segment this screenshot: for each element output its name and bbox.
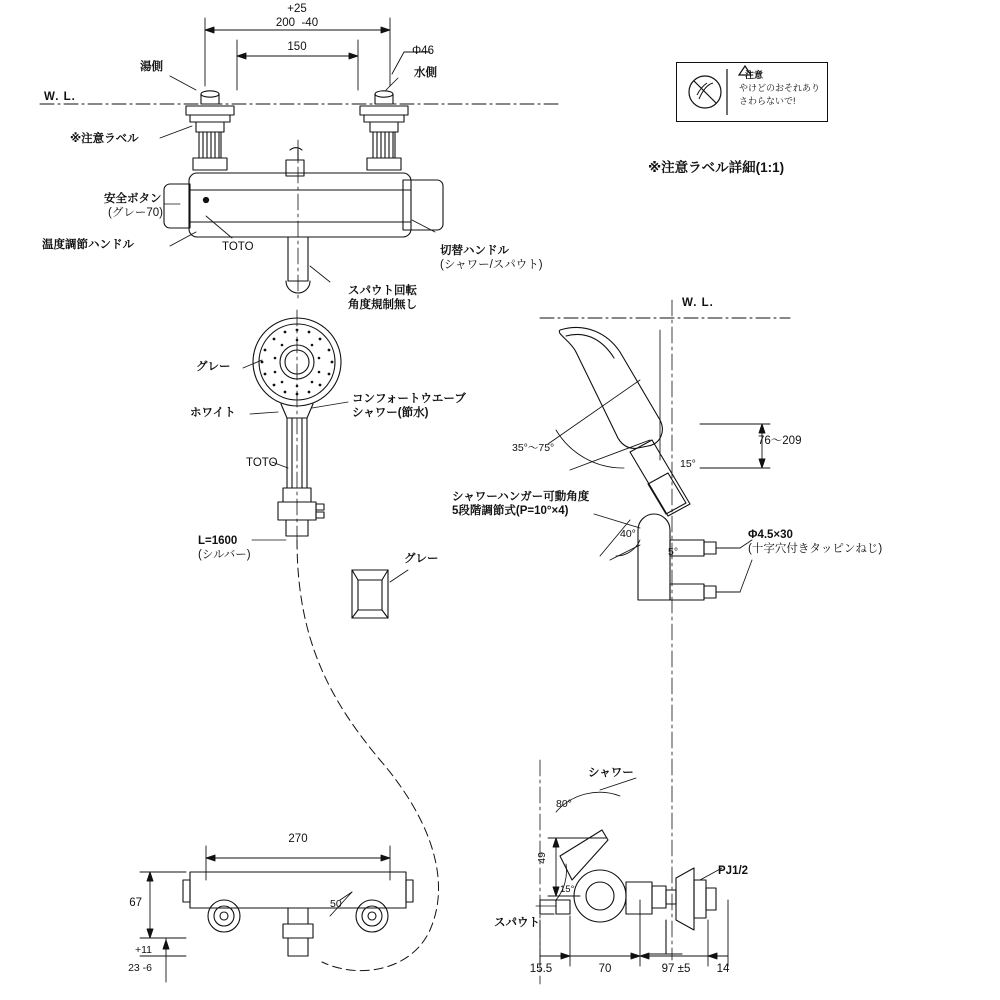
dim-49: 49 [536,852,548,864]
dim-14: 14 [716,963,730,975]
label-comfort-wave: コンフォートウエーブ [352,393,466,405]
shower-hook [352,570,388,618]
dim-270: 270 [288,833,308,845]
label-comfort-wave-sub: シャワー(節水) [352,407,429,419]
label-brand-hand-shower: TOTO [246,457,278,469]
dim-97-5: 97 ±5 [661,963,691,975]
label-hanger-angle-sub: 5段階調節式(P=10°×4) [452,505,569,517]
dim-angle-5: 5° [668,546,679,558]
dim-23-6: 23 -6 [128,962,152,974]
dim-15-5: 15.5 [529,963,553,975]
dim-200: 200 -40 [275,17,319,29]
dim-angle-15: 15° [680,458,696,470]
label-switch-handle-sub: (シャワー/スパウト) [440,259,543,271]
label-water-line-top: W. L. [44,91,76,103]
label-spout: スパウト [494,917,540,929]
cold-supply-fitting [360,91,408,170]
dim-tolerance-top: +25 [287,3,307,15]
label-shower-side: シャワー [588,767,634,779]
label-hot-side: 湯側 [140,61,163,73]
label-temp-handle: 温度調節ハンドル [42,239,134,251]
label-white: ホワイト [190,407,236,419]
label-pj: PJ1/2 [718,865,749,877]
label-spout-rotation-sub: 角度規制無し [348,299,417,311]
dim-11: +11 [134,944,152,956]
label-grey-head: グレー [196,361,231,373]
hanger-view [540,300,790,960]
dim-70: 70 [598,963,612,975]
label-grey-holder: グレー [404,553,439,565]
label-safety-button: 安全ボタン [104,193,162,205]
caution-badge-line1: やけどのおそれあり [739,83,821,93]
dim-50: 50 [330,898,342,910]
label-water-line-hanger: W. L. [682,297,714,309]
label-hose-color: (シルバー) [198,549,251,561]
leaders-top-view [160,76,435,282]
caution-detail-heading: ※注意ラベル詳細(1:1) [648,160,785,175]
label-caution-label: ※注意ラベル [70,133,139,145]
dim-angle-15-side: 15° [560,884,575,895]
side-view [536,760,728,984]
label-hanger-angle: シャワーハンガー可動角度 [452,491,590,503]
shower-hose [297,540,439,971]
caution-badge-title: 注意 [745,70,764,80]
dim-67: 67 [129,897,142,909]
caution-badge-line2: さわらないで! [739,96,796,106]
label-brand-top: TOTO [222,241,254,253]
label-safety-button-sub: (グレー70) [108,207,163,219]
bottom-view [140,846,413,982]
dim-angle-80: 80° [556,798,572,810]
dim-150: 150 [287,41,307,53]
label-cold-side: 水側 [414,67,437,79]
dim-angle-40: 40° [620,528,636,540]
label-hose-length: L=1600 [198,535,238,547]
dim-diameter-46: Φ46 [412,45,434,57]
label-switch-handle: 切替ハンドル [440,245,509,257]
label-screw: Φ4.5×30 [748,529,793,541]
label-spout-rotation: スパウト回転 [348,285,417,297]
dim-76-209: 76～209 [758,435,802,447]
dim-angle-35-75: 35°～75° [512,442,555,454]
label-screw-sub: (十字穴付きタッピンねじ) [748,543,883,555]
hot-supply-fitting [186,91,234,170]
caution-label-badge [676,62,828,122]
